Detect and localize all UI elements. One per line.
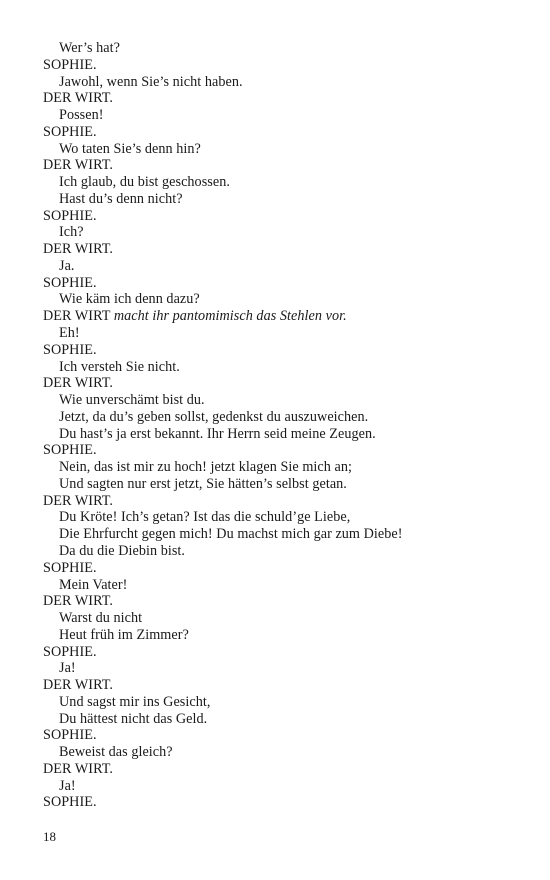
verse-line: Ich?: [59, 224, 84, 241]
verse-line: Und sagst mir ins Gesicht,: [59, 693, 211, 710]
verse-line: Wo taten Sie’s denn hin?: [59, 140, 201, 157]
verse-line: Da du die Diebin bist.: [59, 542, 186, 559]
verse-line: Warst du nicht: [59, 610, 143, 627]
verse-line: Eh!: [59, 325, 80, 342]
verse-line: Nein, das ist mir zu hoch! jetzt klagen Sie mich an;: [59, 459, 352, 476]
speaker-name: SOPHIE.: [43, 559, 97, 576]
speaker-name: DER WIRT.: [43, 492, 113, 509]
verse-line: Du hättest nicht das Geld.: [59, 710, 208, 727]
verse-line: Possen!: [59, 107, 104, 124]
speaker-name: DER WIRT.: [43, 157, 113, 174]
speaker-name: DER WIRT.: [43, 90, 113, 107]
verse-line: Heut früh im Zimmer?: [59, 626, 189, 643]
dialogue-text: [43, 40, 523, 811]
stage-direction: macht ihr pantomimisch das Stehlen vor.: [113, 308, 347, 325]
verse-line: Ja!: [59, 777, 76, 794]
speaker-name: DER WIRT.: [43, 375, 113, 392]
verse-line: Ich glaub, du bist geschossen.: [59, 174, 230, 191]
speaker-name: SOPHIE.: [43, 207, 97, 224]
verse-line: Die Ehrfurcht gegen mich! Du machst mich gar zum Diebe!: [59, 526, 403, 543]
verse-line: Wie käm ich denn dazu?: [59, 291, 200, 308]
verse-line: Jetzt, da du’s geben sollst, gedenkst du auszuweichen.: [59, 408, 369, 425]
verse-line: Jawohl, wenn Sie’s nicht haben.: [59, 73, 243, 90]
speaker-name: DER WIRT.: [43, 760, 113, 777]
verse-line: Wer’s hat?: [59, 40, 120, 56]
verse-line: Hast du’s denn nicht?: [59, 190, 183, 207]
verse-line: Mein Vater!: [59, 576, 128, 593]
speaker-name: DER WIRT.: [43, 241, 113, 258]
speaker-name: SOPHIE.: [43, 341, 97, 358]
speaker-name: SOPHIE.: [43, 794, 97, 811]
verse-line: Ja.: [59, 257, 75, 274]
verse-line: Du Kröte! Ich’s getan? Ist das die schuld’ge Liebe,: [59, 509, 351, 526]
speaker-name: DER WIRT.: [43, 677, 113, 694]
speaker-name: DER WIRT.: [43, 593, 113, 610]
verse-line: Beweist das gleich?: [59, 744, 173, 761]
speaker-name: SOPHIE.: [43, 643, 97, 660]
verse-line: Ja!: [59, 660, 76, 677]
verse-line: Ich versteh Sie nicht.: [59, 358, 180, 375]
speaker-name: SOPHIE.: [43, 727, 97, 744]
speaker-name: DER WIRT: [43, 308, 111, 325]
speaker-with-stage-direction: [43, 308, 523, 325]
verse-line: Wie unverschämt bist du.: [59, 392, 205, 409]
speaker-name: SOPHIE.: [43, 56, 97, 73]
speaker-name: SOPHIE.: [43, 442, 97, 459]
verse-line: Und sagten nur erst jetzt, Sie hätten’s selbst getan.: [59, 475, 347, 492]
speaker-name: SOPHIE.: [43, 274, 97, 291]
verse-line: Du hast’s ja erst bekannt. Ihr Herrn seid meine Zeugen.: [59, 425, 376, 442]
page-number: 18: [43, 829, 56, 844]
speaker-name: SOPHIE.: [43, 123, 97, 140]
